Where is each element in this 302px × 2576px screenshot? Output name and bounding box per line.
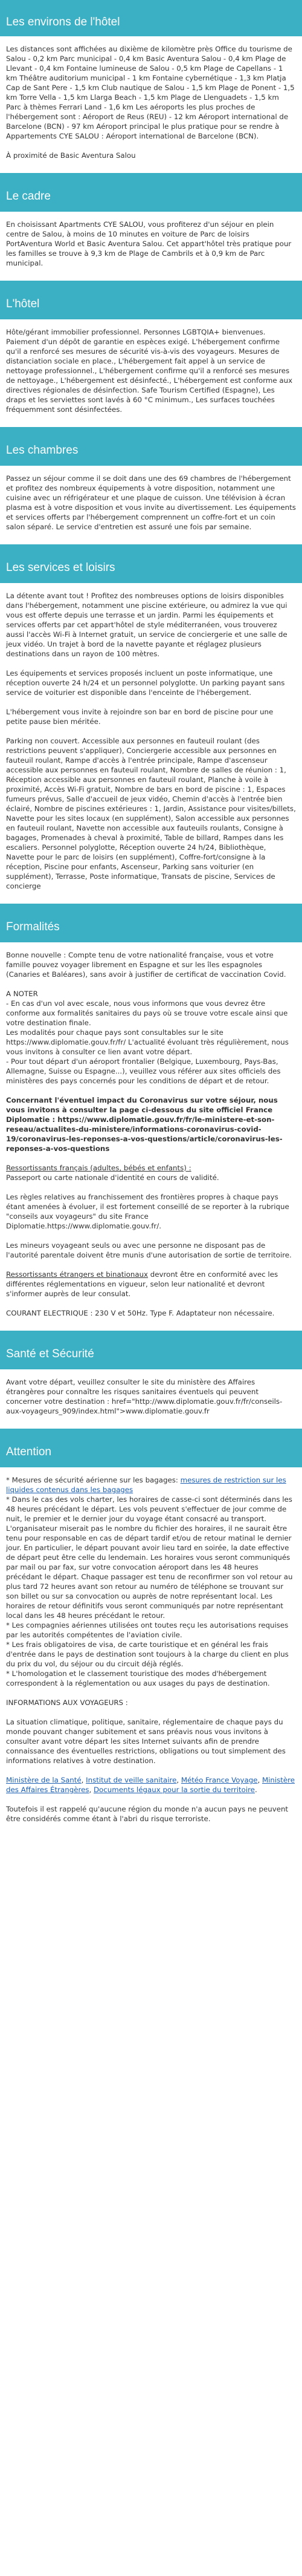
paragraph-terroriste: Toutefois il est rappelé qu'aucune région du monde n'a aucun pays ne peuvent être considérés comme étant à l'abri du risque terroriste. <box>6 1805 289 1823</box>
paragraph-etrangers <box>6 1270 296 1299</box>
mesures-details: * Dans le cas des vols charter, les horaires de casse-ci sont déterminés dans les 48 heures précédant le départ. Les vols peuvent s'effectuer de jour comme de nuit, le premier et le dernier jour du voyage étant consacré au transport. L'organisateur miserait pas le nombre du fichier des horaires, il ne saurait être tenu pour responsable en cas de départ tardif et/ou de retour matinal le dernier jour. En particulier, le départ pouvant avoir lieu tard en soirée, la date effective de départ peut être celle du lendemain. Les horaires vous seront communiqués par mail ou par fax, sur votre convocation aéroport dans les 48 heures précédant le départ. Chaque passager est tenu de reconfirmer son vol retour au plus tard 72 heures avant son retour au numéro de téléphone se trouvant sur son billet ou sur sa convocation ou auprès de notre représentant local. Les horaires de retour définitifs vous seront communiqués par notre représentant local dans les 48 heures précédant le retour. * Les compagnies aériennes utilisées ont toutes reçu les autorisations requises par les autorités compétentes de l'aviation civile. * Les frais obligatoires de visa, de carte touristique et en général les frais d'entrée dans le pays de destination sont toujours à la charge du client en plus du prix du vol, du séjour ou du circuit déjà réglés. * L'homologation et le classement touristique des modes d'hébergement correspondent à la réglementation ou aux usages du pays de destination. <box>6 1495 293 1687</box>
paragraph-informations-label: INFORMATIONS AUX VOYAGEURS : <box>6 1698 128 1707</box>
paragraph: À proximité de Basic Aventura Salou <box>6 151 136 160</box>
section-title: Les services et loisirs <box>0 544 302 583</box>
paragraph-ressortissants <box>6 1163 296 1182</box>
paragraph: Parking non couvert. Accessible aux personnes en fauteuil roulant (des restrictions peuvent s'appliquer), Conciergerie accessible aux personnes en fauteuil roulant, Rampe d'accès à l'entrée principale, Rampe d'ascenseur accessible aux personnes en fauteuil roulant, Nombre de salles de réunion : 1, Réception accessible aux personnes en fauteuil roulant, Planche à voile à proximité, Accès Wi-Fi gratuit, Nombre de bars en bord de piscine : 1, Espaces fumeurs prévus, Salle d'accueil de jeux vidéo, Chemin d'accès à l'entrée bien éclairé, Nombre de piscines extérieures : 1, Jardin, Assistance pour visites/billets, Navette pour les sites locaux (en supplément), Salon accessible aux personnes en fauteuil roulant, Navette non accessible aux fauteuils roulants, Consigne à bagages, Promenades à cheval à proximité, Table de billard, Rampes dans les escaliers. Personnel polyglotte, Réception ouverte 24 h/24, Bibliothèque, Navette pour le parc de loisirs (en supplément), Coffre-fort/consigne à la réception, Piscine pour enfants, Ascenseur, Parking sans voiturier (en supplément), Terrasse, Poste informatique, Transats de piscine, Services de concierge <box>6 737 296 890</box>
paragraph: Hôte/gérant immobilier professionnel. Personnes LGBTQIA+ bienvenues. Paiement d'un dépôt de garantie en espèces exigé. L'hébergement confirme qu'il a renforcé ses mesures de sécurité vis-à-vis des voyageurs. Mesures de distanciation sociale en place., L'hébergement fait appel à un service de nettoyage professionnel., L'hébergement confirme qu'il a renforcé ses mesures de nettoyage., L'hébergement est désinfecté., L'hébergement est conforme aux directives régionales de désinfection. Safe Tourism Certified (Espagne), Les draps et les serviettes sont lavés à 60 °C minimum., Les surfaces touchées fréquemment sont désinfectées. <box>6 328 293 414</box>
paragraph-note: A NOTER - En cas d'un vol avec escale, nous vous informons que vous devrez être conforme aux formalités sanitaires du pays où se trouve votre escale ainsi que votre destination finale. Les modalités pour chaque pays sont consultables sur le site https://www.diplomatie.gouv.fr/fr/ L'actualité évoluant très régulièrement, nous vous invitons à consulter ce lien avant votre départ. - Pour tout départ d'un aéroport frontalier (Belgique, Luxembourg, Pays-Bas, Allemagne, Suisse ou Espagne...), veuillez vous référer aux sites officiels des ministères des pays concernés pour les conditions de départ et de retour. <box>6 990 289 1085</box>
liquides-restriction-link[interactable]: mesures de restriction sur les liquides contenus dans les bagages <box>6 1476 286 1494</box>
paragraph: Les distances sont affichées au dixième de kilomètre près Office du tourisme de Salou - 0,2 km Parc municipal - 0,4 km Basic Aventura Salou - 0,4 km Plage de Llevant - 0,4 km Fontaine lumineuse de Salou - 0,5 km Plage de Capellans - 1 km Théâtre auditorium municipal - 1 km Fontaine cybernétique - 1,3 km Platja Cap de Sant Pere - 1,5 km Club nautique de Salou - 1,5 km Plage de Ponent - 1,5 km Torre Vella - 1,5 km Llarga Beach - 1,5 km Plage de Llenguadets - 1,5 km Parc à thèmes Ferrari Land - 1,6 km Les aéroports les plus proches de l'hébergement sont : Aéroport de Reus (REU) - 12 km Aéroport international de Barcelone (BCN) - 97 km Aéroport principal le plus pratique pour se rendre à Appartements CYE SALOU : Aéroport international de Barcelone (BCN). <box>6 45 295 140</box>
link-ministere-affaires-etrangeres[interactable]: Ministère des Affaires Étrangères <box>6 1776 295 1794</box>
paragraph: En choisissant Apartments CYE SALOU, vous profiterez d'un séjour en plein centre de Salou, à moins de 10 minutes en voiture de Parc de loisirs PortAventura World et Basic Aventura Salou. Cet appart'hôtel très pratique pour les familles se trouve à 9,3 km de Plage de Cambrils et à 0,9 km de Parc municipal. <box>6 220 292 267</box>
section-title: Les chambres <box>0 427 302 466</box>
paragraph: La détente avant tout ! Profitez des nombreuses options de loisirs disponibles dans l'hébergement, notamment une piscine extérieure, ou admirez la vue qui vous est offerte depuis une terrasse et un jardin. Parmi les équipements et services offerts par cet appart'hôtel de style méditerranéen, vous trouverez aussi l'accès Wi-Fi à Internet gratuit, un service de conciergerie et une salle de jeux vidéo. Un trajet à bord de la navette payante et réglagez plusieurs destinations dans un rayon de 100 mètres. <box>6 592 288 658</box>
section-title: Santé et Sécurité <box>0 1331 302 1369</box>
section-title: Les environs de l'hôtel <box>0 0 302 36</box>
paragraph-coronavirus: Concernant l'éventuel impact du Coronavirus sur votre séjour, nous vous invitons à consulter la page ci-dessous du site officiel France Diplomatie : https://www.diplomatie.gouv.fr/fr/le-ministere-et-son-reseau/actualites-du-ministere/informations-coronavirus-covid-19/coronavirus-les-reponses-a-vos-questions/article/coronavirus-les-reponses-a-vos-questions <box>6 1096 283 1153</box>
section-environs <box>0 0 302 160</box>
section-title: L'hôtel <box>0 281 302 319</box>
section-body <box>0 36 302 160</box>
section-services-loisirs <box>0 544 302 891</box>
paragraph: La situation climatique, politique, sanitaire, réglementaire de chaque pays du monde pouvant changer subitement et sans préavis nous vous invitons à consulter avant votre départ les sites Internet suivants afin de prendre connaissance des éventuelles restrictions, obligations ou tout simplement des informations relatives à votre destination. <box>6 1718 286 1765</box>
paragraph: Les équipements et services proposés incluent un poste informatique, une réception ouverte 24 h/24 et un personnel polyglotte. Un parking payant sans service de voiturier est disponible dans l'enceinte de l'hébergement. <box>6 669 285 697</box>
section-attention <box>0 1429 302 1824</box>
section-body <box>0 1369 302 1416</box>
section-title: Formalités <box>0 904 302 942</box>
section-chambres <box>0 427 302 532</box>
section-body <box>0 583 302 891</box>
paragraph-mesures <box>6 1475 296 1688</box>
paragraph: Les mineurs voyageant seuls ou avec une personne ne disposant pas de l'autorité parentale doivent être munis d'une autorisation de sortie de territoire. <box>6 1241 292 1259</box>
section-formalites <box>0 904 302 1318</box>
section-body <box>0 319 302 414</box>
links-paragraph: Ministère de la Santé, Institut de veille sanitaire, Météo France Voyage, Ministère des Affaires Étrangères, Documents légaux pour la sortie du territoire. <box>6 1776 295 1794</box>
section-title: Le cadre <box>0 173 302 212</box>
section-body <box>0 466 302 532</box>
section-body <box>0 1467 302 1824</box>
paragraph-courant: COURANT ELECTRIQUE : 230 V et 50Hz. Type F. Adaptateur non nécessaire. <box>6 1309 275 1317</box>
link-institut-veille-sanitaire[interactable]: Institut de veille sanitaire <box>86 1776 177 1784</box>
section-title: Attention <box>0 1429 302 1467</box>
ressortissants-docs: Passeport ou carte nationale d'identité en cours de validité. <box>6 1173 219 1182</box>
link-ministere-sante[interactable]: Ministère de la Santé <box>6 1776 82 1784</box>
section-body <box>0 212 302 268</box>
paragraph: Passez un séjour comme il se doit dans une des 69 chambres de l'hébergement et profitez des nombreux équipements à votre disposition, notamment une cuisine avec un réfrigérateur et une plaque de cuisson. Une télévision à écran plasma est à votre disposition et vous invite au divertissement. Les équipements et services offerts par l'hébergement comprennent un coffre-fort et un coin salon séparé. Le service d'entretien est assuré une fois par semaine. <box>6 474 296 531</box>
section-cadre <box>0 173 302 268</box>
link-documents-legaux[interactable]: Documents légaux pour la sortie du territoire <box>93 1785 255 1794</box>
mesures-label: * Mesures de sécurité aérienne sur les bagages: <box>6 1476 181 1484</box>
section-sante-securite <box>0 1331 302 1416</box>
link-meteo-france-voyage[interactable]: Météo France Voyage <box>181 1776 258 1784</box>
paragraph: Bonne nouvelle : Compte tenu de votre nationalité française, vous et votre famille pouvez voyager librement en Espagne et sur les îles espagnoles (Canaries et Baléares), sans avoir à justifier de certificat de vaccination Covid. <box>6 951 286 979</box>
paragraph: Les règles relatives au franchissement des frontières propres à chaque pays étant amenées à évoluer, il est fortement conseillé de se reporter à la rubrique "conseils aux voyageurs" du site France Diplomatie.https://www.diplomatie.gouv.fr/. <box>6 1193 289 1230</box>
paragraph: Avant votre départ, veuillez consulter le site du ministère des Affaires étrangères pour connaître les risques sanitaires éventuels qui peuvent concerner votre destination : href="http://www.diplomatie.gouv.fr/fr/conseils-aux-voyageurs_909/index.html">www.diplomatie.gouv.fr <box>6 1378 283 1415</box>
paragraph: L'hébergement vous invite à rejoindre son bar en bord de piscine pour une petite pause bien méritée. <box>6 708 274 726</box>
section-body <box>0 942 302 1318</box>
ressortissants-label: Ressortissants français (adultes, bébés et enfants) : <box>6 1164 191 1172</box>
etrangers-label: Ressortissants étrangers et binationaux <box>6 1270 149 1279</box>
etrangers-text: devront être en conformité avec les différentes réglementations en vigueur, selon leur nationalité et devront s'informer auprès de leur consulat. <box>6 1270 278 1298</box>
section-hotel <box>0 281 302 414</box>
